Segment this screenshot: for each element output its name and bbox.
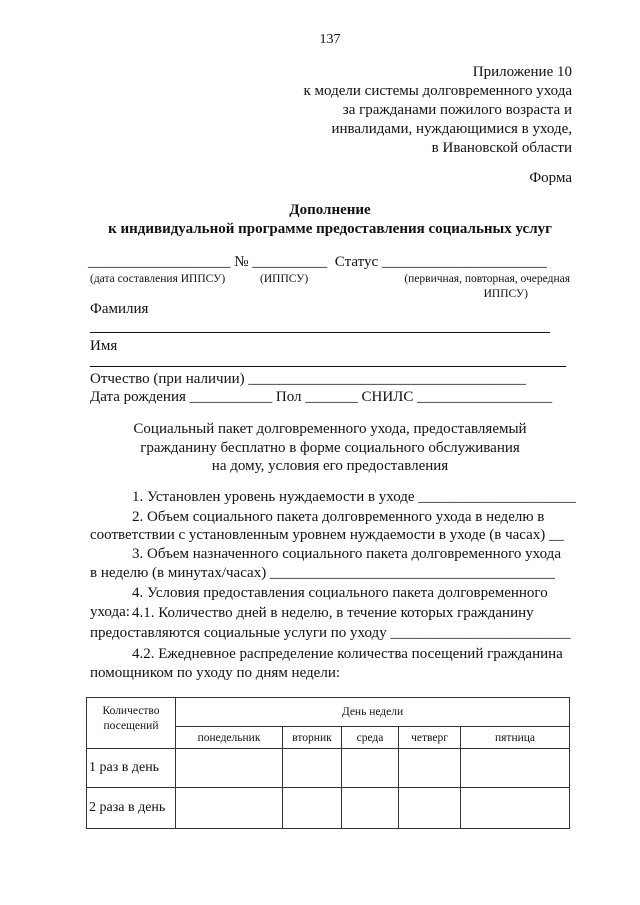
patronymic-field: Отчество (при наличии) _____________________________________ xyxy=(90,371,526,387)
section-heading: гражданину бесплатно в форме социального обслуживания xyxy=(140,440,520,456)
header-fields-line: ___________________ № __________ Статус ______________________ xyxy=(88,254,547,270)
item-text: ухода: xyxy=(90,604,130,620)
section-heading: Социальный пакет долговременного ухода, предоставляемый xyxy=(133,421,527,437)
table-cell[interactable] xyxy=(399,788,461,829)
surname-label: Фамилия xyxy=(90,301,149,317)
appendix-line: Приложение 10 xyxy=(472,64,572,80)
appendix-line: за гражданами пожилого возраста и xyxy=(342,102,572,118)
item-text: предоставляются социальные услуги по уходу ________________________ xyxy=(90,625,571,641)
appendix-line: инвалидами, нуждающимися в уходе, xyxy=(331,121,572,137)
col-header-visits: Количество посещений xyxy=(87,698,176,749)
caption-number: (ИППСУ) xyxy=(260,273,309,285)
surname-input-line[interactable] xyxy=(90,332,550,333)
table-cell[interactable] xyxy=(176,788,283,829)
page-number: 137 xyxy=(319,32,341,47)
item-text: 1. Установлен уровень нуждаемости в уходе _____________________ xyxy=(132,489,576,505)
day-header: среда xyxy=(342,727,399,749)
table-cell[interactable] xyxy=(461,749,570,788)
item-text: 4.2. Ежедневное распределение количества посещений гражданина xyxy=(132,646,563,662)
table-cell[interactable] xyxy=(283,749,342,788)
table-cell[interactable] xyxy=(342,788,399,829)
section-heading: на дому, условия его предоставления xyxy=(211,458,449,474)
item-text: соответствии с установленным уровнем нуждаемости в уходе (в часах) __ xyxy=(90,527,565,543)
table-row xyxy=(87,749,570,788)
day-header: пятница xyxy=(461,727,570,749)
day-header: понедельник xyxy=(176,727,283,749)
table-cell[interactable] xyxy=(461,788,570,829)
caption-date: (дата составления ИППСУ) xyxy=(90,273,226,285)
form-label: Форма xyxy=(529,170,572,186)
table-cell[interactable] xyxy=(342,749,399,788)
table-cell[interactable] xyxy=(399,749,461,788)
item-text: помощником по уходу по дням недели: xyxy=(90,665,341,681)
day-header: четверг xyxy=(399,727,461,749)
item-text: 4. Условия предоставления социального пакета долговременного xyxy=(132,585,548,601)
document-subtitle: к индивидуальной программе предоставления социальных услуг xyxy=(108,221,552,237)
row-label: 1 раз в день xyxy=(87,749,176,788)
name-input-line[interactable] xyxy=(90,366,566,367)
item-text: 3. Объем назначенного социального пакета долговременного ухода xyxy=(132,546,561,562)
appendix-line: в Ивановской области xyxy=(431,140,572,156)
row-label: 2 раза в день xyxy=(87,788,176,829)
document-title: Дополнение xyxy=(289,202,371,218)
table-cell[interactable] xyxy=(283,788,342,829)
day-header: вторник xyxy=(283,727,342,749)
birth-sex-snils-field: Дата рождения ___________ Пол _______ СНИЛС __________________ xyxy=(90,389,553,405)
item-text: 4.1. Количество дней в неделю, в течение которых гражданину xyxy=(132,605,534,621)
caption-status: (первичная, повторная, очередная xyxy=(404,273,570,285)
item-text: 2. Объем социального пакета долговременного ухода в неделю в xyxy=(132,509,545,525)
table-row xyxy=(87,788,570,829)
table-cell[interactable] xyxy=(176,749,283,788)
visits-table xyxy=(86,697,570,829)
caption-status-2: ИППСУ) xyxy=(483,288,528,300)
item-text: в неделю (в минутах/часах) ______________________________________ xyxy=(90,565,555,581)
col-header-weekday: День недели xyxy=(176,698,570,727)
name-label: Имя xyxy=(90,338,118,354)
appendix-line: к модели системы долговременного ухода xyxy=(303,83,572,99)
